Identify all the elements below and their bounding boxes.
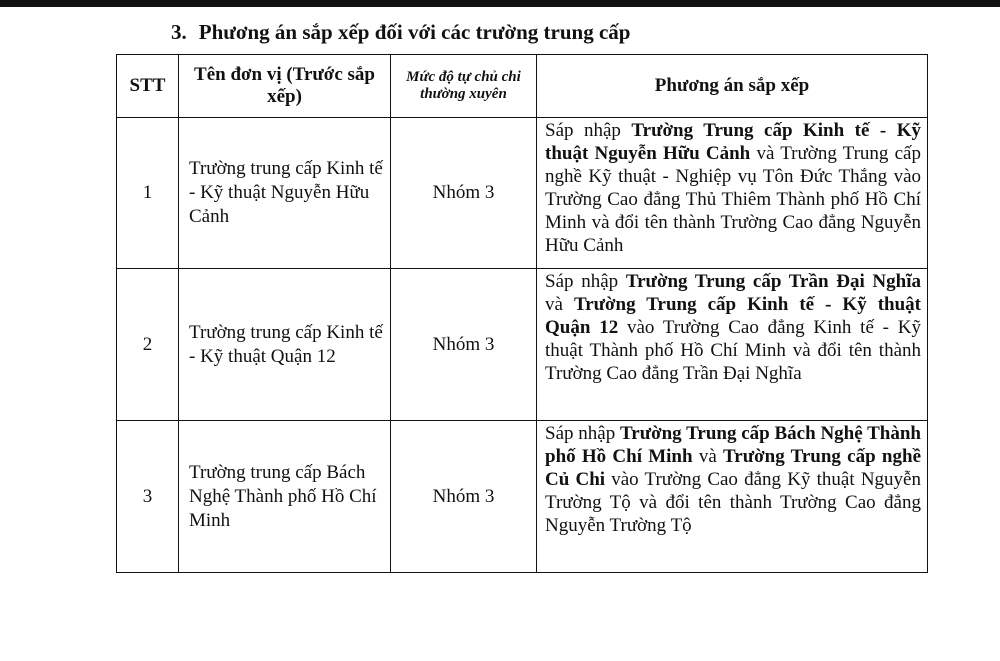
row-arrangement-plan — [537, 421, 928, 573]
row-stt: 3 — [117, 421, 179, 573]
plan-school-name: Trường Trung cấp Kinh tế - Kỹ thuật Quận 12 — [545, 294, 921, 338]
table-header-row — [117, 55, 928, 118]
row-unit-name: Trường trung cấp Bách Nghệ Thành phố Hồ Chí Minh — [179, 421, 391, 573]
plan-text: Sáp nhập — [545, 120, 632, 141]
plan-school-name: Trường Trung cấp Kinh tế - Kỹ thuật Nguyễn Hữu Cảnh — [545, 120, 921, 164]
section-title: Phương án sắp xếp đối với các trường trung cấp — [198, 20, 631, 44]
plan-text: vào Trường Cao đẳng Kinh tế - Kỹ thuật Thành phố Hồ Chí Minh và đổi tên thành Trường Cao đẳng Trần Đại Nghĩa — [545, 317, 921, 384]
plan-text: Sáp nhập — [545, 271, 626, 292]
row-stt: 1 — [117, 118, 179, 269]
row-autonomy-group: Nhóm 3 — [391, 118, 537, 269]
header-unit-name: Tên đơn vị (Trước sắp xếp) — [179, 55, 391, 118]
row-autonomy-group: Nhóm 3 — [391, 421, 537, 573]
plan-school-name: Trường Trung cấp nghề Củ Chi — [545, 446, 921, 490]
row-stt: 2 — [117, 269, 179, 421]
row-arrangement-plan — [537, 118, 928, 269]
row-arrangement-plan — [537, 269, 928, 421]
section-number: 3. — [171, 20, 187, 44]
header-stt: STT — [117, 55, 179, 118]
row-unit-name: Trường trung cấp Kinh tế - Kỹ thuật Nguyễn Hữu Cảnh — [179, 118, 391, 269]
header-arrangement-plan: Phương án sắp xếp — [537, 55, 928, 118]
section-heading — [171, 20, 630, 45]
arrangement-table — [116, 54, 928, 573]
plan-text: và — [692, 446, 724, 467]
top-border-bar — [0, 0, 1000, 7]
plan-text: Sáp nhập — [545, 423, 620, 444]
plan-text: vào Trường Cao đẳng Kỹ thuật Nguyễn Trường Tộ và đổi tên thành Trường Cao đẳng Nguyễn Trường Tộ — [545, 469, 921, 536]
table-row — [117, 421, 928, 573]
header-autonomy-level: Mức độ tự chủ chi thường xuyên — [391, 55, 537, 118]
plan-school-name: Trường Trung cấp Bách Nghệ Thành phố Hồ Chí Minh — [545, 423, 921, 467]
plan-text: và Trường Trung cấp nghề Kỹ thuật - Nghiệp vụ Tôn Đức Thắng vào Trường Cao đẳng Thủ Thiêm Thành phố Hồ Chí Minh và đổi tên thành Trường Cao đẳng Nguyễn Hữu Cảnh — [545, 143, 921, 256]
row-unit-name: Trường trung cấp Kinh tế - Kỹ thuật Quận 12 — [179, 269, 391, 421]
plan-school-name: Trường Trung cấp Trần Đại Nghĩa — [625, 271, 921, 292]
plan-text: và — [545, 294, 574, 315]
row-autonomy-group: Nhóm 3 — [391, 269, 537, 421]
table-row — [117, 269, 928, 421]
table-row — [117, 118, 928, 269]
